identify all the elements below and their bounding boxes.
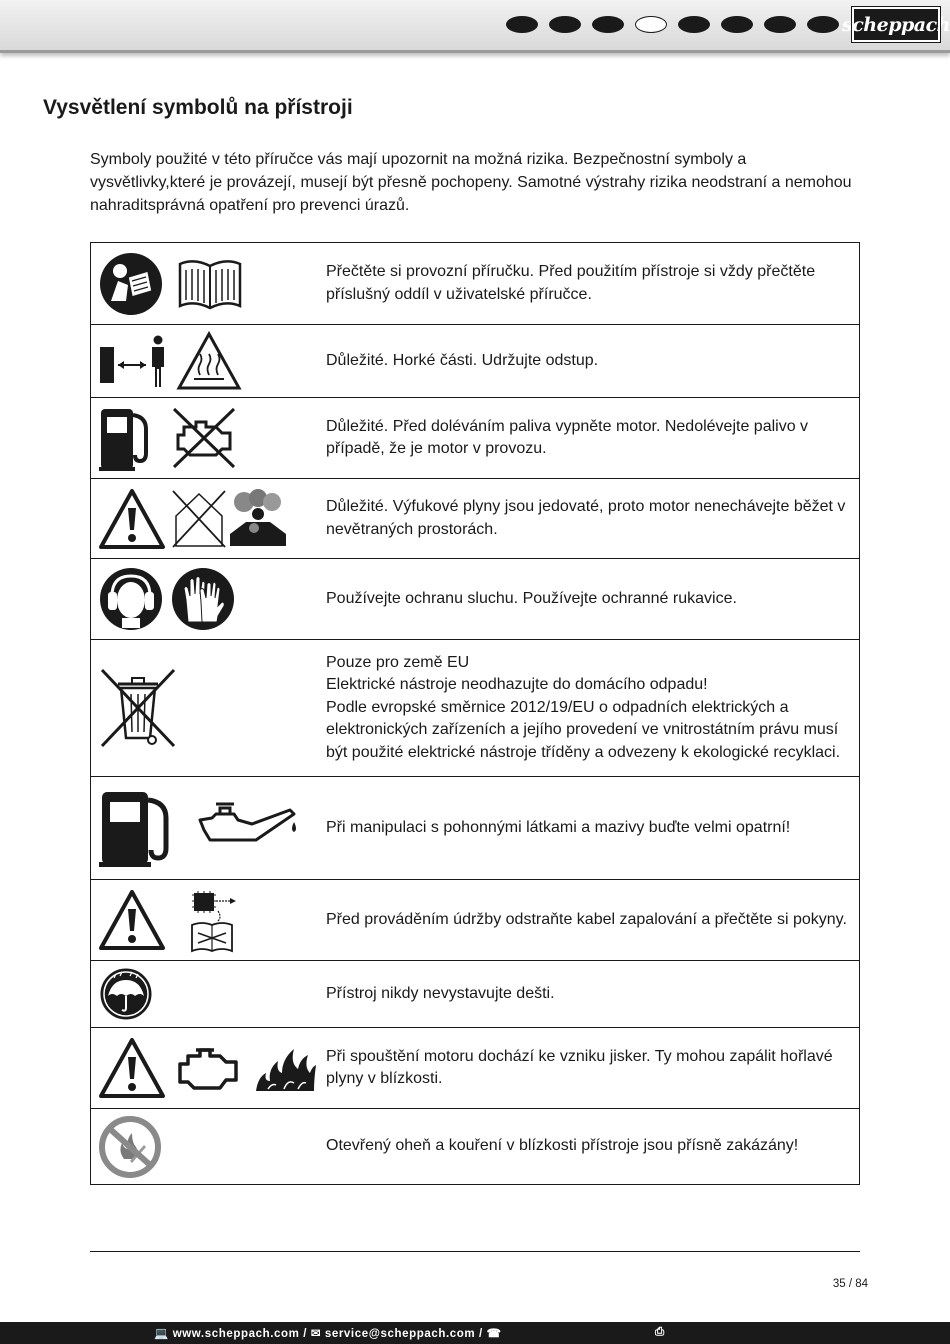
- symbol-row: [91, 479, 860, 559]
- footer-bar: [0, 1322, 950, 1344]
- header-bar: [0, 0, 950, 53]
- symbol-description: Důležité. Horké části. Udržujte odstup.: [326, 325, 860, 398]
- oil-can-icon: [190, 800, 302, 856]
- no-running-engine-icon: [170, 405, 238, 471]
- open-book-icon: [176, 256, 244, 312]
- nav-dot[interactable]: [807, 16, 839, 33]
- engine-icon: [174, 1044, 242, 1092]
- nav-dot[interactable]: [506, 16, 538, 33]
- symbol-row: [91, 243, 860, 325]
- warning-icon: [98, 889, 166, 951]
- symbol-row: [91, 398, 860, 479]
- symbol-row: [91, 559, 860, 640]
- ignition-cable-manual-icon: [188, 887, 242, 953]
- computer-icon: 💻: [154, 1328, 169, 1340]
- footer-contact: 💻 www.scheppach.com / ✉ service@scheppach.com / ☎: [154, 1328, 502, 1340]
- no-indoor-icon: [170, 488, 228, 550]
- section-nav-dots: [506, 16, 850, 33]
- symbol-description: Pouze pro země EU Elektrické nástroje neodhazujte do domácího odpadu! Podle evropské směrnice 2012/19/EU o odpadních elektrických a elektronických zařízeních a jejího provedení ve vnitrostátním právu musí být použité elektrické nástroje tříděny a odvezeny k ekologické recyklaci.: [326, 640, 860, 777]
- umbrella-rain-icon: [98, 966, 154, 1022]
- fire-icon: [254, 1043, 318, 1093]
- nav-dot[interactable]: [764, 16, 796, 33]
- hot-surface-icon: [176, 331, 242, 391]
- printer-icon: ⎙: [655, 1326, 665, 1338]
- symbol-row: [91, 777, 860, 880]
- weee-bin-icon: [98, 666, 178, 750]
- symbol-description: Při spouštění motoru dochází ke vzniku jisker. Ty mohou zapálit hořlavé plyny v blízkosti.: [326, 1028, 860, 1109]
- warning-icon: [98, 1037, 166, 1099]
- ear-protection-icon: [98, 566, 164, 632]
- nav-dot[interactable]: [678, 16, 710, 33]
- symbol-row: [91, 1028, 860, 1109]
- nav-dot[interactable]: [592, 16, 624, 33]
- intro-paragraph: Symboly použité v této příručce vás mají upozornit na možná rizika. Bezpečnostní symboly a vysvětlivky,které je provázejí, musejí být přesně pochopeny. Samotné výstrahy rizika neodstraní a nemohou nahraditsprávná opatření pro prevenci úrazů.: [90, 151, 852, 214]
- brand-logo: scheppach: [852, 7, 940, 42]
- nav-dot[interactable]: [549, 16, 581, 33]
- nav-dot-active[interactable]: [635, 16, 667, 33]
- toxic-fumes-icon: [228, 488, 288, 550]
- keep-distance-icon: [98, 331, 170, 391]
- symbol-description: Důležité. Výfukové plyny jsou jedovaté, proto motor nenechávejte běžet v nevětraných prostorách.: [326, 479, 860, 559]
- symbol-description: Používejte ochranu sluchu. Používejte ochranné rukavice.: [326, 559, 860, 640]
- nav-dot[interactable]: [721, 16, 753, 33]
- read-manual-icon: [98, 251, 164, 317]
- page-number: 35 / 84: [832, 1278, 868, 1290]
- symbol-description: Přístroj nikdy nevystavujte dešti.: [326, 961, 860, 1028]
- symbol-description: Důležité. Před doléváním paliva vypněte motor. Nedolévejte palivo v případě, že je motor v provozu.: [326, 398, 860, 479]
- bottom-divider: [90, 1251, 860, 1252]
- symbol-description: Při manipulaci s pohonnými látkami a mazivy buďte velmi opatrní!: [326, 777, 860, 880]
- fuel-pump-icon: [98, 786, 178, 870]
- symbol-row: [91, 880, 860, 961]
- symbol-row: [91, 325, 860, 398]
- symbol-row: [91, 640, 860, 777]
- gloves-icon: [170, 566, 236, 632]
- warning-icon: [98, 488, 166, 550]
- fuel-pump-icon: [98, 403, 156, 473]
- symbol-description: Před prováděním údržby odstraňte kabel zapalování a přečtěte si pokyny.: [326, 880, 860, 961]
- symbol-description: Přečtěte si provozní příručku. Před použitím přístroje si vždy přečtěte příslušný oddíl v uživatelské příručce.: [326, 243, 860, 325]
- page-heading: Vysvětlení symbolů na přístroji: [43, 96, 353, 119]
- symbol-row: [91, 1109, 860, 1185]
- no-open-flame-icon: [98, 1115, 162, 1179]
- symbols-table: [90, 242, 860, 1185]
- symbol-description: Otevřený oheň a kouření v blízkosti přístroje jsou přísně zakázány!: [326, 1109, 860, 1185]
- symbol-row: [91, 961, 860, 1028]
